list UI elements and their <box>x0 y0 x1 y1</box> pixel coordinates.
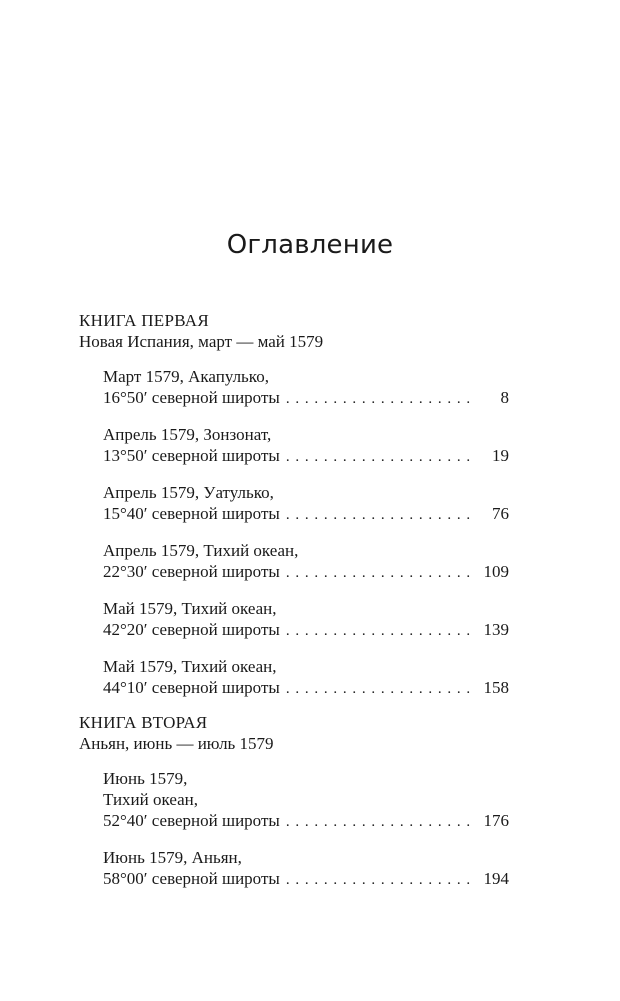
page-number: 158 <box>483 678 509 697</box>
dot-leader <box>286 621 475 642</box>
entry-line: Май 1579, Тихий океан, <box>103 657 277 676</box>
entry-latitude: 15°40′ северной широты <box>103 504 280 523</box>
page-number: 8 <box>500 388 509 407</box>
entry-last-line <box>103 561 509 584</box>
toc-entry[interactable] <box>79 847 509 891</box>
entry-line: Март 1579, Акапулько, <box>103 367 269 386</box>
entry-latitude: 13°50′ северной широты <box>103 446 280 465</box>
toc-entry[interactable] <box>79 768 509 833</box>
entry-line: Тихий океан, <box>103 790 198 809</box>
page-number: 76 <box>492 504 509 523</box>
book-section-1 <box>79 310 509 714</box>
book-subtitle: Новая Испания, март — май 1579 <box>79 332 324 351</box>
entry-last-line <box>103 619 509 642</box>
toc-entry[interactable] <box>79 366 509 410</box>
entry-line: Июнь 1579, Аньян, <box>103 848 242 867</box>
page-number: 139 <box>483 620 509 639</box>
entry-latitude: 22°30′ северной широты <box>103 562 280 581</box>
entry-line: Апрель 1579, Тихий океан, <box>103 541 299 560</box>
toc-entry[interactable] <box>79 598 509 642</box>
toc-entry-list <box>79 366 509 700</box>
entry-line: Апрель 1579, Уатулько, <box>103 483 274 502</box>
page-title: Оглавление <box>226 230 394 260</box>
page-number: 194 <box>483 869 509 888</box>
book-heading: КНИГА ПЕРВАЯ <box>79 311 209 330</box>
entry-latitude: 44°10′ северной широты <box>103 678 280 697</box>
toc-entry[interactable] <box>79 482 509 526</box>
dot-leader <box>286 679 475 700</box>
entry-latitude: 42°20′ северной широты <box>103 620 280 639</box>
toc-entry[interactable] <box>79 424 509 468</box>
book-section-2 <box>79 712 509 905</box>
entry-last-line <box>103 868 509 891</box>
entry-line: Апрель 1579, Зонзонат, <box>103 425 272 444</box>
entry-last-line <box>103 677 509 700</box>
dot-leader <box>286 870 475 891</box>
dot-leader <box>286 505 475 526</box>
page-number: 176 <box>483 811 509 830</box>
entry-latitude: 58°00′ северной широты <box>103 869 280 888</box>
dot-leader <box>286 812 475 833</box>
toc-entry-list <box>79 768 509 891</box>
entry-line: Май 1579, Тихий океан, <box>103 599 277 618</box>
dot-leader <box>286 389 475 410</box>
page-number: 19 <box>492 446 509 465</box>
book-subtitle: Аньян, июнь — июль 1579 <box>79 734 274 753</box>
dot-leader <box>286 447 475 468</box>
toc-entry[interactable] <box>79 540 509 584</box>
entry-line: Июнь 1579, <box>103 769 188 788</box>
entry-last-line <box>103 810 509 833</box>
page-number: 109 <box>483 562 509 581</box>
book-heading: КНИГА ВТОРАЯ <box>79 713 208 732</box>
entry-last-line <box>103 503 509 526</box>
entry-last-line <box>103 445 509 468</box>
entry-last-line <box>103 387 509 410</box>
dot-leader <box>286 563 475 584</box>
toc-entry[interactable] <box>79 656 509 700</box>
entry-latitude: 52°40′ северной широты <box>103 811 280 830</box>
entry-latitude: 16°50′ северной широты <box>103 388 280 407</box>
